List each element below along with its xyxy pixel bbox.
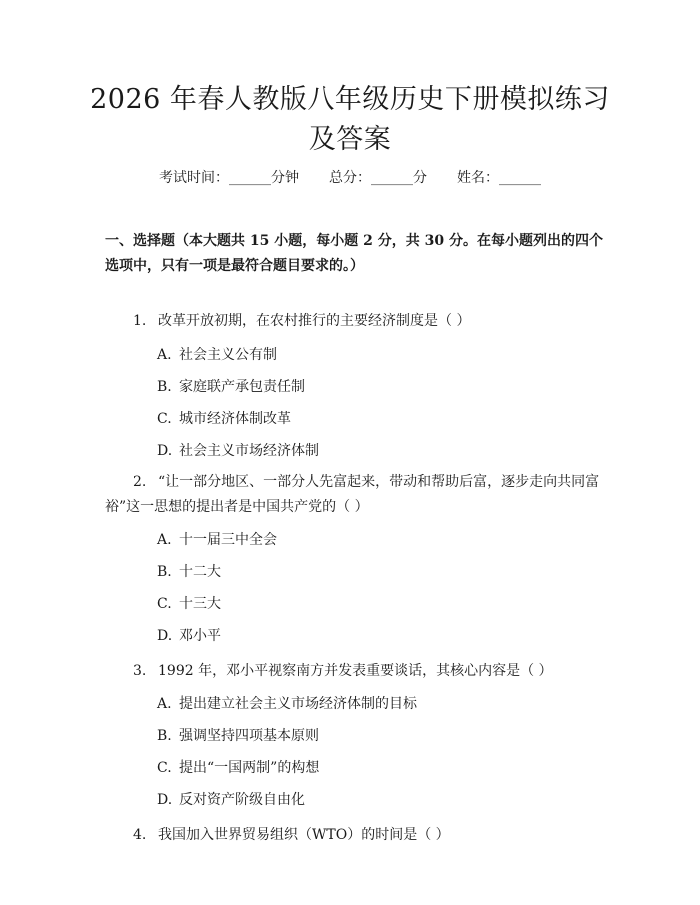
option-letter: C.	[157, 411, 172, 427]
option-text: 城市经济体制改革	[179, 411, 291, 427]
question-text: 我国加入世界贸易组织（WTO）的时间是（ ）	[158, 827, 450, 843]
question-1-option-c	[157, 408, 291, 428]
option-text: 十三大	[179, 596, 221, 612]
option-text: 十二大	[179, 564, 221, 580]
option-letter: A.	[157, 532, 172, 548]
question-number: 4.	[133, 827, 147, 843]
option-letter: A.	[157, 696, 172, 712]
question-3	[133, 660, 553, 680]
option-text: 强调坚持四项基本原则	[179, 728, 319, 744]
question-number: 3.	[133, 663, 147, 679]
option-text: 反对资产阶级自由化	[179, 792, 305, 808]
option-letter: D.	[157, 628, 173, 644]
question-text: 改革开放初期，在农村推行的主要经济制度是（ ）	[158, 313, 471, 329]
question-3-option-c	[157, 757, 319, 777]
option-letter: D.	[157, 792, 173, 808]
student-name-field: 姓名：______	[457, 170, 541, 186]
question-2-option-b	[157, 561, 221, 581]
option-text: 提出建立社会主义市场经济体制的目标	[179, 696, 417, 712]
option-text: 家庭联产承包责任制	[179, 379, 305, 395]
question-1-option-b	[157, 376, 305, 396]
option-letter: C.	[157, 596, 172, 612]
question-1-option-a	[157, 344, 277, 364]
option-letter: B.	[157, 379, 172, 395]
option-letter: D.	[157, 443, 173, 459]
exam-time-field: 考试时间：______分钟	[159, 170, 299, 186]
total-score-field: 总分：______分	[329, 170, 427, 186]
option-text: 社会主义公有制	[179, 347, 277, 363]
question-text: 1992 年，邓小平视察南方并发表重要谈话，其核心内容是（ ）	[158, 663, 553, 679]
question-4	[133, 824, 450, 844]
question-3-option-a	[157, 693, 417, 713]
question-2	[105, 470, 620, 520]
question-3-option-b	[157, 725, 319, 745]
option-letter: B.	[157, 564, 172, 580]
question-2-option-c	[157, 593, 221, 613]
option-letter: A.	[157, 347, 172, 363]
option-text: 社会主义市场经济体制	[179, 443, 319, 459]
option-text: 十一届三中全会	[179, 532, 277, 548]
question-1-option-d	[157, 440, 319, 460]
question-text: “让一部分地区、一部分人先富起来，带动和帮助后富，逐步走向共同富裕”这一思想的提出者是中国共产党的（ ）	[105, 474, 600, 515]
question-3-option-d	[157, 789, 305, 809]
exam-info-line	[0, 167, 700, 187]
question-2-option-d	[157, 625, 221, 645]
question-1	[133, 310, 470, 330]
option-text: 邓小平	[179, 628, 221, 644]
question-number: 2.	[133, 474, 147, 490]
page-title: 2026 年春人教版八年级历史下册模拟练习及答案	[90, 84, 610, 155]
question-number: 1.	[133, 313, 147, 329]
option-text: 提出“一国两制”的构想	[179, 760, 320, 776]
option-letter: B.	[157, 728, 172, 744]
option-letter: C.	[157, 760, 172, 776]
question-2-option-a	[157, 529, 277, 549]
section-heading: 一、选择题（本大题共 15 小题，每小题 2 分，共 30 分。在每小题列出的四个选项中，只有一项是最符合题目要求的。）	[105, 233, 603, 274]
